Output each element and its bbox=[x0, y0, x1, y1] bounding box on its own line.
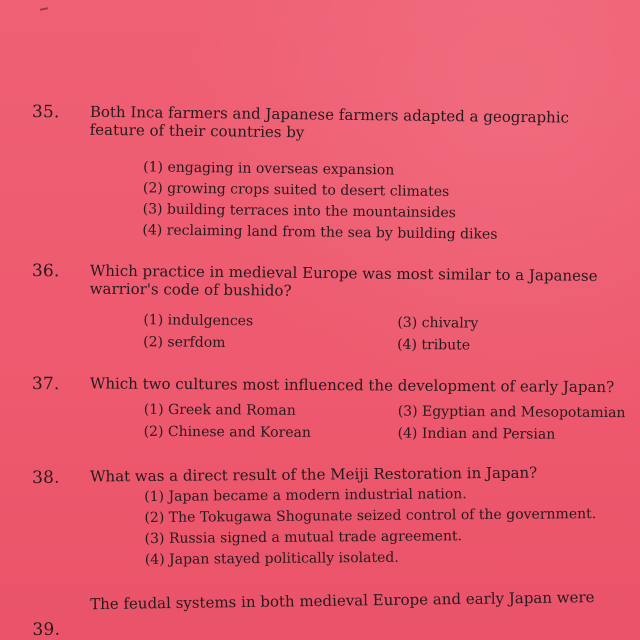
answer-choice-1: (1) Greek and Roman bbox=[143, 401, 296, 419]
question-text: Which practice in medieval Europe was most similar to a Japanese warrior's code of bushido? bbox=[89, 261, 598, 300]
question-text: Which two cultures most influenced the development of early Japan? bbox=[89, 374, 615, 397]
question-text: The feudal systems in both medieval Europe and early Japan were bbox=[89, 588, 595, 614]
answer-choice-1: (1) engaging in overseas expansion bbox=[143, 159, 395, 179]
answer-choice-2: (2) serfdom bbox=[143, 334, 226, 352]
answer-choice-3: (3) building terraces into the mountainsides bbox=[142, 201, 456, 222]
ink-mark bbox=[40, 7, 48, 11]
question-text: Both Inca farmers and Japanese farmers adapted a geographic feature of their countries by bbox=[89, 102, 570, 142]
question-36 bbox=[31, 261, 622, 354]
answer-choice-4: (4) Indian and Persian bbox=[397, 425, 556, 443]
question-39 bbox=[32, 588, 622, 640]
answer-choice-2: (2) growing crops suited to desert climates bbox=[142, 180, 450, 201]
answer-choice-3: (3) Russia signed a mutual trade agreement. bbox=[144, 528, 463, 548]
answer-choice-1: (1) indulgences bbox=[143, 312, 254, 330]
answer-choice-4: (4) reclaiming land from the sea by building dikes bbox=[142, 222, 498, 243]
answer-choice-1: (1) Japan became a modern industrial nation. bbox=[144, 486, 467, 506]
answer-choices bbox=[144, 483, 623, 571]
answer-choices bbox=[143, 400, 626, 445]
question-number: 36. bbox=[31, 261, 60, 282]
question-38 bbox=[32, 463, 622, 569]
answer-choice-2: (2) Chinese and Korean bbox=[143, 423, 311, 441]
answer-choice-3: (3) chivalry bbox=[397, 314, 479, 332]
question-number: 38. bbox=[32, 467, 60, 488]
question-number: 39. bbox=[32, 619, 61, 640]
question-text: What was a direct result of the Meiji Restoration in Japan? bbox=[89, 463, 538, 486]
question-number: 35. bbox=[31, 102, 60, 123]
answer-choice-4: (4) tribute bbox=[397, 336, 471, 354]
question-number: 37. bbox=[31, 374, 60, 395]
answer-choice-3: (3) Egyptian and Mesopotamian bbox=[397, 403, 626, 422]
answer-choice-4: (4) Japan stayed politically isolated. bbox=[144, 549, 399, 569]
answer-choices bbox=[142, 157, 621, 247]
answer-choice-2: (2) The Tokugawa Shogunate seized control of the government. bbox=[144, 506, 597, 527]
answer-choices bbox=[143, 310, 621, 357]
question-35 bbox=[31, 102, 622, 243]
question-37 bbox=[31, 374, 626, 443]
